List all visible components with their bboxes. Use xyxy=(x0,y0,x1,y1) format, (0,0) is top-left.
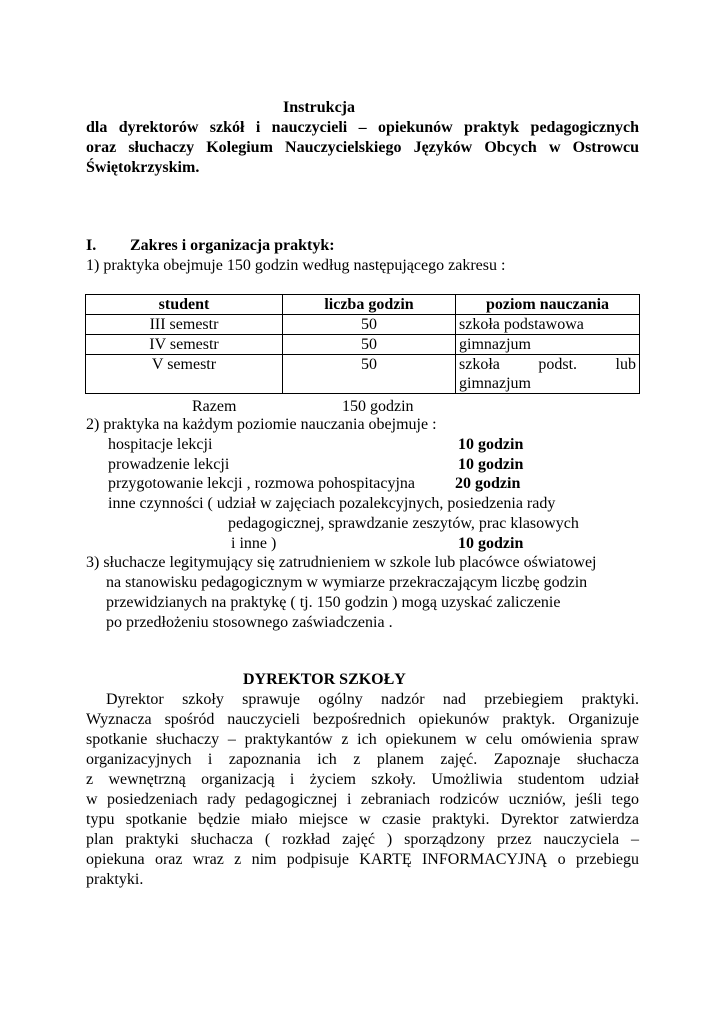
point-3-line-4: po przedłożeniu stosownego zaświadczenia . xyxy=(106,614,393,631)
director-line-10: praktyki. xyxy=(86,871,144,888)
point-3-line-2: na stanowisku pedagogicznym w wymiarze przekraczającym liczbę godzin xyxy=(106,574,588,591)
table-header-hours: liczba godzin xyxy=(283,295,456,315)
other-line-1: inne czynności ( udział w zajęciach pozalekcyjnych, posiedzenia rady xyxy=(108,495,556,512)
director-line-7: typu spotkanie będzie miało miejsce w czasie praktyki. Dyrektor zatwierdza xyxy=(86,811,639,828)
subtitle-line-3: Świętokrzyskim. xyxy=(86,159,200,176)
section-heading: Zakres i organizacja praktyk: xyxy=(130,237,335,254)
item-label: przygotowanie lekcji , rozmowa pohospitacyjna xyxy=(108,475,416,492)
table-cell-student: V semestr xyxy=(86,355,283,394)
other-line-3: i inne ) xyxy=(231,535,277,552)
table-cell-hours: 50 xyxy=(283,315,456,335)
table-row xyxy=(86,355,640,394)
item-label: prowadzenie lekcji xyxy=(108,456,230,473)
table-header-row xyxy=(86,295,640,315)
table-cell-level xyxy=(456,355,640,394)
table-cell-level-line1: szkoła podst. lub xyxy=(459,356,636,373)
document-title: Instrukcja xyxy=(283,99,356,116)
item-value: 10 godzin xyxy=(458,456,524,473)
other-line-2: pedagogicznej, sprawdzanie zeszytów, prac klasowych xyxy=(228,515,579,532)
table-cell-student: III semestr xyxy=(86,315,283,335)
table-header-level: poziom nauczania xyxy=(456,295,640,315)
point-2: 2) praktyka na każdym poziomie nauczania obejmuje : xyxy=(86,416,437,433)
subtitle-line-1: dla dyrektorów szkół i nauczycieli – opiekunów praktyk pedagogicznych xyxy=(86,119,639,136)
director-heading: DYREKTOR SZKOŁY xyxy=(243,671,406,688)
total-value: 150 godzin xyxy=(342,398,414,415)
item-label: hospitacje lekcji xyxy=(108,436,213,453)
table-cell-level-line2: gimnazjum xyxy=(459,375,531,392)
point-3-line-1: 3) słuchacze legitymujący się zatrudnieniem w szkole lub placówce oświatowej xyxy=(86,554,597,571)
director-line-4: organizacyjnych i zapoznania ich z planem zajęć. Zapoznaje słuchacza xyxy=(86,751,639,768)
director-line-5: z wewnętrzną organizacją i życiem szkoły. Umożliwia studentom udział xyxy=(86,771,639,788)
director-line-9: opiekuna oraz wraz z nim podpisuje KARTĘ INFORMACYJNĄ o przebiegu xyxy=(86,851,639,868)
table-cell-student: IV semestr xyxy=(86,335,283,355)
section-number: I. xyxy=(86,237,97,254)
table-header-student: student xyxy=(86,295,283,315)
total-label: Razem xyxy=(192,398,237,415)
table-cell-hours: 50 xyxy=(283,335,456,355)
point-1: 1) praktyka obejmuje 150 godzin według następującego zakresu : xyxy=(86,257,506,274)
table-row xyxy=(86,315,640,335)
director-line-2: Wyznacza spośród nauczycieli bezpośrednich opiekunów praktyk. Organizuje xyxy=(86,711,639,728)
table-cell-hours: 50 xyxy=(283,355,456,394)
point-3-line-3: przewidzianych na praktykę ( tj. 150 godzin ) mogą uzyskać zaliczenie xyxy=(106,594,561,611)
hours-table xyxy=(85,294,640,394)
item-value: 10 godzin xyxy=(458,436,524,453)
director-line-6: w posiedzeniach rady pedagogicznej i zebraniach rodziców uczniów, jeśli tego xyxy=(86,791,639,808)
subtitle-line-2: oraz słuchaczy Kolegium Nauczycielskiego Języków Obcych w Ostrowcu xyxy=(86,139,639,156)
item-value: 20 godzin xyxy=(455,475,521,492)
other-value: 10 godzin xyxy=(458,535,524,552)
director-line-3: spotkanie słuchaczy – praktykantów z ich opiekunem w celu omówienia spraw xyxy=(86,731,639,748)
director-line-8: plan praktyki słuchacza ( rozkład zajęć ) sporządzony przez nauczyciela – xyxy=(86,831,639,848)
director-line-1: Dyrektor szkoły sprawuje ogólny nadzór nad przebiegiem praktyki. xyxy=(106,691,639,708)
table-cell-level: gimnazjum xyxy=(456,335,640,355)
table-row xyxy=(86,335,640,355)
table-cell-level: szkoła podstawowa xyxy=(456,315,640,335)
